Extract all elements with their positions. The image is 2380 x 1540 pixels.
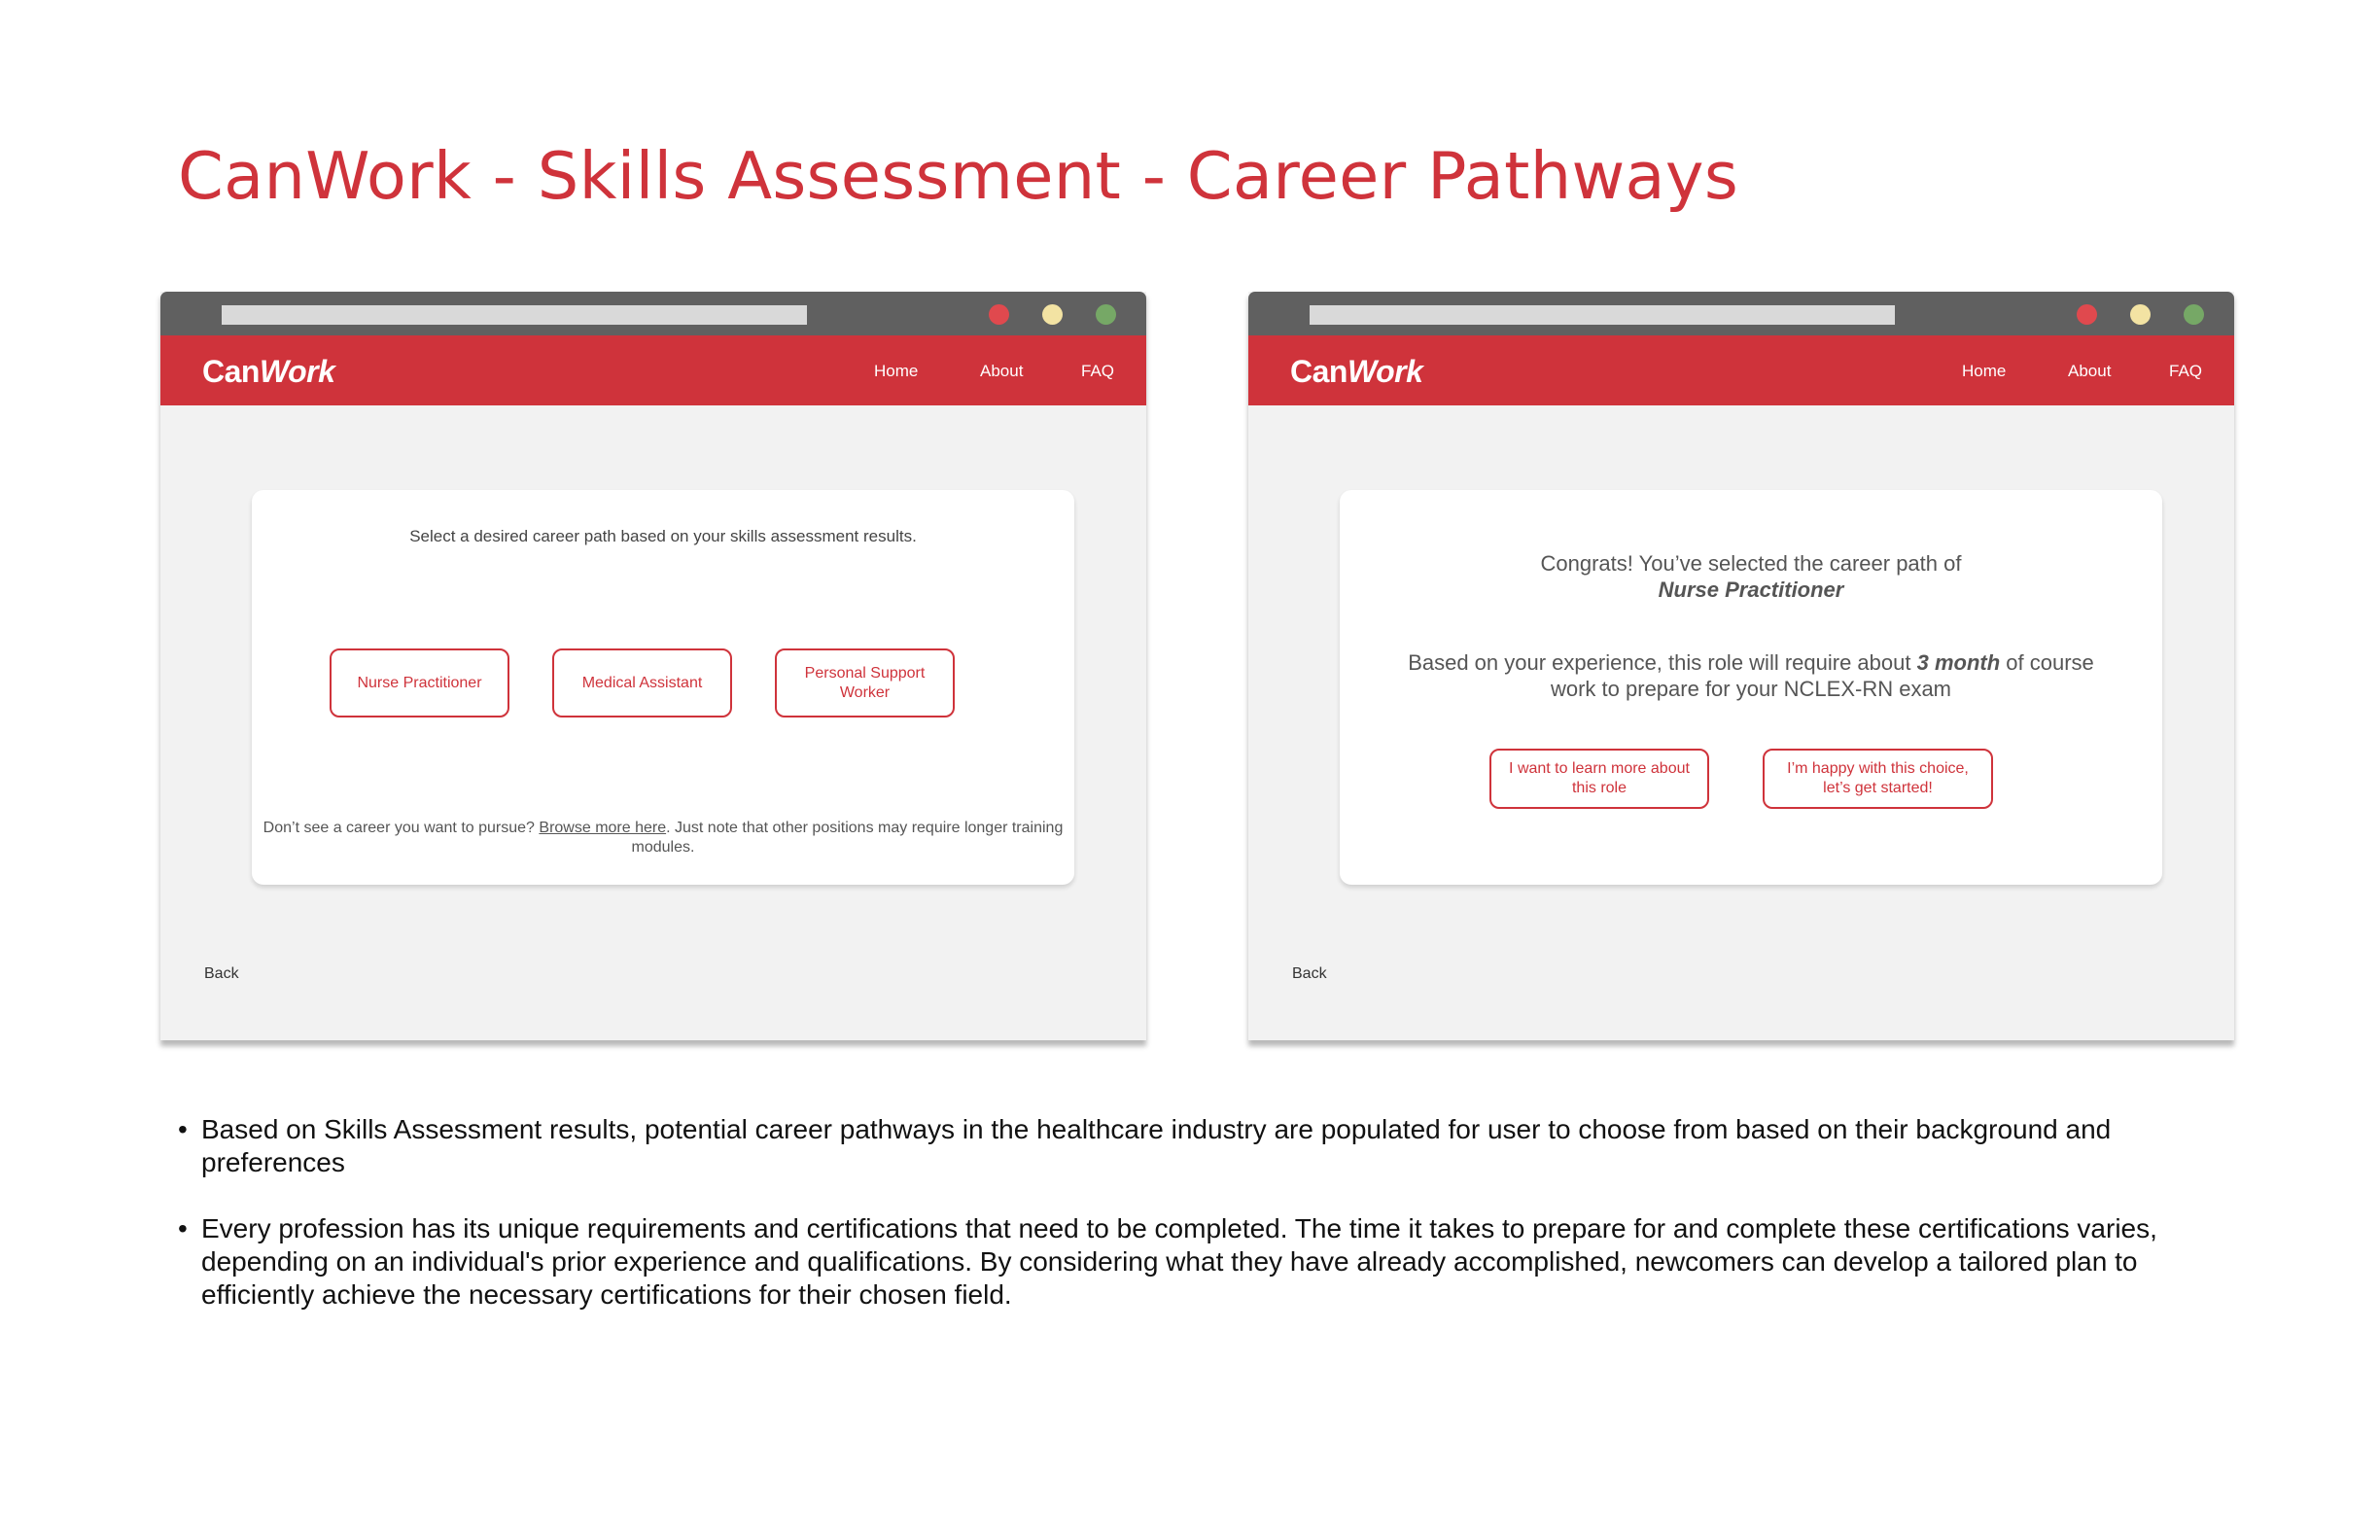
design-notes-list — [178, 1113, 2239, 1345]
page-title: CanWork - Skills Assessment - Career Pathways — [178, 138, 1739, 214]
browse-more-link[interactable]: Browse more here — [539, 820, 667, 836]
back-link[interactable]: Back — [1292, 965, 1327, 982]
get-started-button[interactable]: I’m happy with this choice, let’s get started! — [1763, 749, 1993, 809]
nav-faq-link[interactable]: FAQ — [1081, 362, 1115, 380]
browse-note-prefix: Don’t see a career you want to pursue? — [262, 820, 535, 836]
note-text: Based on Skills Assessment results, potential career pathways in the healthcare industry are populated for user to choose from based on their background and preferences — [201, 1114, 2112, 1177]
career-confirmation-window — [1248, 292, 2234, 1040]
requirement-message — [1398, 649, 2104, 702]
maximize-window-icon[interactable] — [1096, 304, 1116, 325]
congrats-message — [1340, 550, 2162, 603]
learn-more-button[interactable]: I want to learn more about this role — [1489, 749, 1709, 809]
career-confirmation-card — [1340, 490, 2162, 885]
site-navbar — [1248, 335, 2234, 405]
maximize-window-icon[interactable] — [2184, 304, 2204, 325]
site-navbar — [160, 335, 1146, 405]
nurse-practitioner-button[interactable]: Nurse Practitioner — [330, 648, 509, 718]
nav-home-link[interactable]: Home — [874, 362, 919, 380]
nav-faq-link[interactable]: FAQ — [2169, 362, 2203, 380]
canwork-logo[interactable] — [1290, 354, 1422, 390]
canwork-logo[interactable] — [202, 354, 334, 390]
logo-prefix: Can — [202, 354, 260, 389]
nav-about-link[interactable]: About — [2068, 362, 2112, 380]
selected-role: Nurse Practitioner — [1658, 578, 1844, 602]
browser-titlebar — [1248, 292, 2234, 335]
career-instruction: Select a desired career path based on your skills assessment results. — [409, 527, 917, 545]
close-window-icon[interactable] — [2077, 304, 2097, 325]
browse-note-suffix: . Just note that other positions may require longer training modules. — [631, 820, 1064, 856]
browse-more-note — [252, 819, 1074, 858]
logo-suffix: Work — [259, 354, 335, 389]
address-bar[interactable] — [222, 305, 807, 325]
logo-prefix: Can — [1290, 354, 1348, 389]
nav-about-link[interactable]: About — [980, 362, 1024, 380]
minimize-window-icon[interactable] — [1042, 304, 1063, 325]
nav-home-link[interactable]: Home — [1962, 362, 2007, 380]
address-bar[interactable] — [1310, 305, 1895, 325]
congrats-line: Congrats! You’ve selected the career path of — [1540, 551, 1962, 576]
career-selection-window — [160, 292, 1146, 1040]
requirement-prefix: Based on your experience, this role will require about — [1408, 650, 1911, 675]
bullet-icon: • — [178, 1213, 188, 1243]
design-note — [178, 1113, 2239, 1179]
note-text: Every profession has its unique requirements and certifications that need to be completed. The time it takes to prepare for and complete these certifications varies, depending on an individual's prior experience and qualifications. By considering what they have already accomplished, newcomers can develop a tailored plan to efficiently achieve the necessary certifications for their chosen field. — [201, 1213, 2157, 1310]
back-link[interactable]: Back — [204, 965, 239, 982]
minimize-window-icon[interactable] — [2130, 304, 2151, 325]
bullet-icon: • — [178, 1114, 188, 1144]
close-window-icon[interactable] — [989, 304, 1009, 325]
logo-suffix: Work — [1347, 354, 1423, 389]
personal-support-worker-button[interactable]: Personal Support Worker — [775, 648, 955, 718]
requirement-suffix: of course work to prepare for your NCLEX-RN exam — [1550, 650, 2094, 701]
requirement-duration: 3 month — [1916, 650, 2001, 675]
browser-titlebar — [160, 292, 1146, 335]
career-selection-card — [252, 490, 1074, 885]
medical-assistant-button[interactable]: Medical Assistant — [552, 648, 732, 718]
design-note — [178, 1212, 2239, 1312]
